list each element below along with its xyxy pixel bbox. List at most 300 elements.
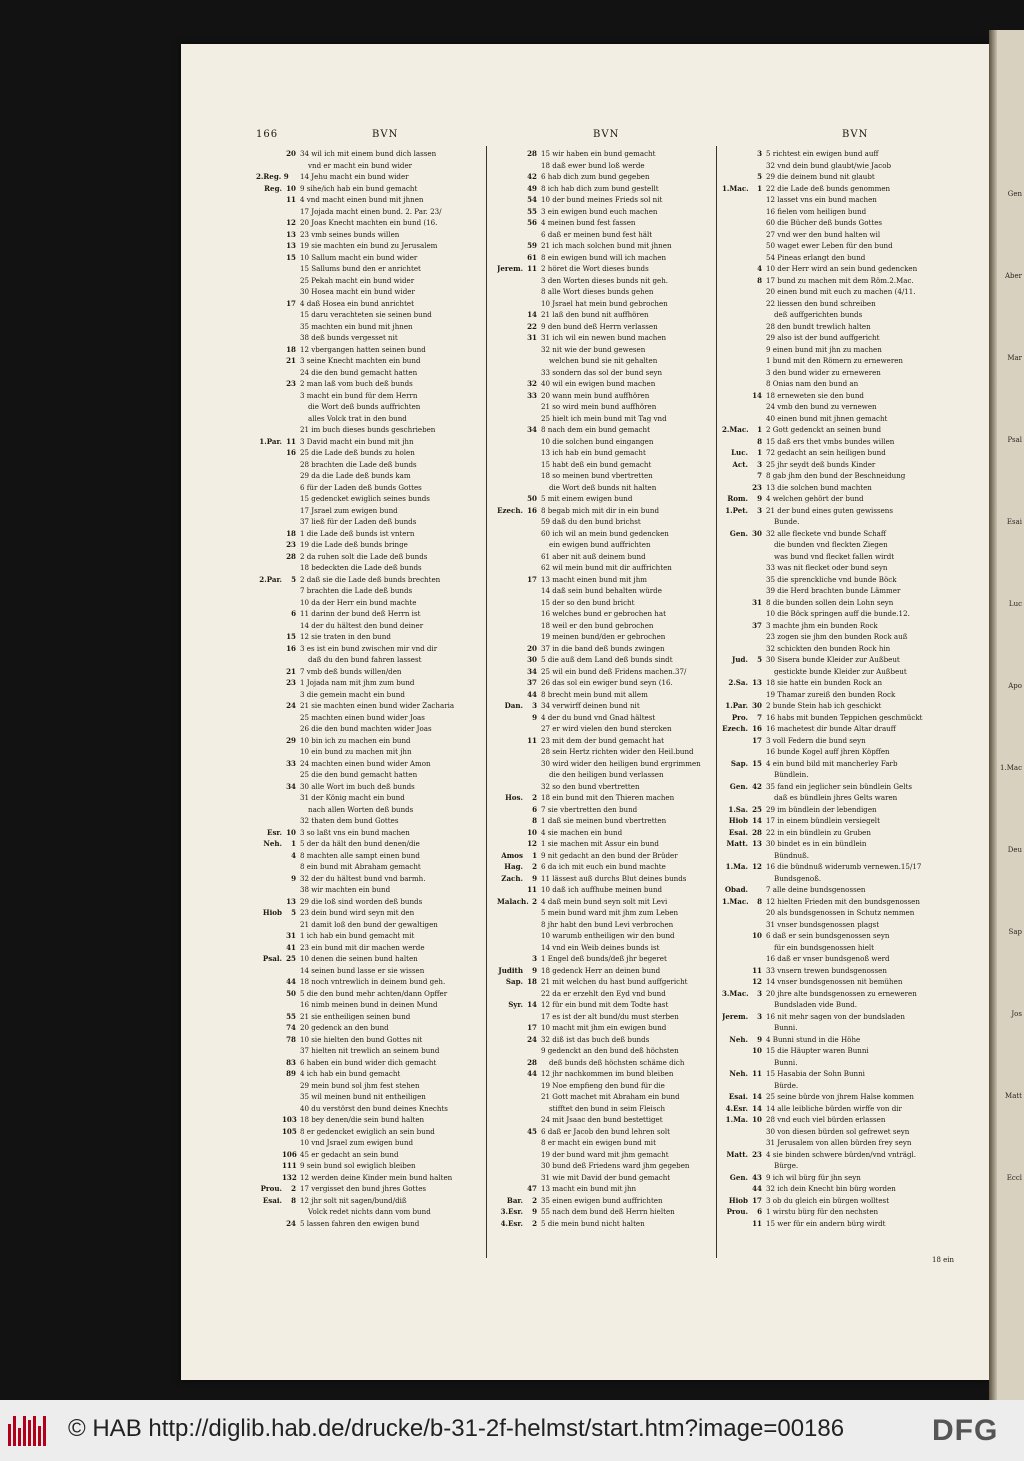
column-rule — [716, 146, 717, 1258]
index-entry — [256, 298, 488, 310]
index-entry — [497, 1080, 715, 1092]
chapter-number: 31 — [752, 597, 762, 607]
entry-text: 32 alle fleckete vnd bunde Schaff — [766, 528, 886, 538]
index-entry — [722, 643, 959, 655]
chapter-number: 3 — [532, 954, 537, 963]
entry-text: 24 vmb den bund zu vernewen — [766, 402, 877, 411]
entry-text: 33 sondern das sol der bund seyn — [541, 367, 663, 377]
chapter-number: 9 — [757, 1034, 762, 1044]
entry-text: 8 ich hab dich zum bund gestellt — [541, 183, 659, 193]
entry-text: die Wort deß bunds auffrichten — [308, 402, 421, 411]
index-entry — [256, 1114, 488, 1126]
entry-text: 6 daß er meinen bund fest hält — [541, 229, 653, 239]
book-reference: Hiob — [728, 816, 748, 825]
entry-text: 12 lasset vns ein bund machen — [766, 195, 877, 204]
index-entry — [256, 815, 488, 827]
book-reference: 3.Mac. — [722, 988, 749, 998]
chapter-number: 7 — [757, 471, 762, 480]
chapter-number: 9 — [532, 1207, 537, 1216]
index-entry — [256, 160, 488, 172]
chapter-number: 13 — [286, 241, 296, 250]
index-entry — [256, 401, 488, 413]
entry-text: 37 in die band deß bunds zwingen — [541, 643, 665, 653]
dfg-logo[interactable]: DFG — [932, 1414, 999, 1447]
index-entry — [256, 321, 488, 333]
entry-text: 4 ich hab ein bund gemacht — [300, 1069, 401, 1078]
index-entry — [497, 171, 715, 183]
chapter-number: 103 — [282, 1115, 297, 1124]
index-entry — [497, 229, 715, 241]
chapter-number: 5 — [757, 172, 762, 181]
index-entry — [722, 286, 959, 298]
chapter-number: 30 — [527, 655, 537, 664]
entry-text: 15 die Häupter waren Bunni — [766, 1046, 869, 1055]
index-entry — [497, 482, 715, 494]
index-entry — [722, 677, 959, 689]
index-entry — [497, 712, 715, 724]
index-entry — [256, 838, 488, 850]
index-entry — [256, 907, 488, 919]
chapter-number: 55 — [527, 206, 537, 216]
index-entry — [497, 206, 715, 218]
entry-text: 32 nit wie der bund gewesen — [541, 344, 646, 354]
index-entry — [256, 551, 488, 563]
entry-text: 3 die gemein macht ein bund — [300, 689, 405, 699]
entry-text: 31 der König macht ein bund — [300, 793, 405, 802]
index-entry — [722, 539, 959, 551]
index-entry — [722, 1034, 959, 1046]
index-entry — [497, 1160, 715, 1172]
index-entry — [722, 436, 959, 448]
chapter-number: 18 — [286, 528, 296, 538]
book-reference: Esai. — [728, 1092, 748, 1101]
book-reference: 1.Pet. — [725, 505, 748, 515]
index-entry — [256, 1160, 488, 1172]
index-entry — [497, 804, 715, 816]
index-entry — [722, 309, 959, 321]
index-entry — [497, 1195, 715, 1207]
entry-text: 22 da er erzehlt den Eyd vnd bund — [541, 988, 666, 998]
index-entry — [497, 769, 715, 781]
entry-text: 28 den bundt trewlich halten — [766, 321, 871, 331]
chapter-number: 42 — [752, 781, 762, 791]
index-entry — [722, 551, 959, 563]
entry-text: 8 ein ewigen bund will ich machen — [541, 252, 667, 262]
book-reference: Act. — [732, 459, 748, 469]
index-entry — [497, 390, 715, 402]
entry-text: 14 vnd ein Weib deines bunds ist — [541, 942, 660, 952]
book-reference: Gen. — [729, 781, 748, 791]
index-entry — [722, 804, 959, 816]
entry-text: 18 noch vntrewlich in deinem bund geh. — [300, 977, 446, 986]
chapter-number: 44 — [752, 1184, 762, 1193]
chapter-number: 6 — [757, 1207, 762, 1216]
entry-text: 26 die den bund machten wider Joas — [300, 724, 432, 733]
entry-text: 2 da ruhen solt die Lade deß bunds — [300, 551, 428, 561]
entry-text: 18 bey denen/die sein bund halten — [300, 1115, 425, 1124]
index-entry — [722, 401, 959, 413]
index-entry — [256, 171, 488, 183]
entry-text: 15 Hasabia der Sohn Bunni — [766, 1069, 865, 1078]
entry-text: 34 verwirff deinen bund nit — [541, 701, 640, 710]
entry-text: 15 daß ers thet vmbs bundes willen — [766, 436, 895, 446]
chapter-number: 9 — [532, 965, 537, 975]
index-entry — [256, 677, 488, 689]
chapter-number: 12 — [752, 862, 762, 871]
index-entry — [722, 229, 959, 241]
chapter-number: 14 — [752, 390, 762, 400]
entry-text: 10 denen die seinen bund halten — [300, 954, 418, 963]
index-entry — [256, 620, 488, 632]
index-entry — [497, 930, 715, 942]
index-entry — [256, 332, 488, 344]
index-entry — [722, 321, 959, 333]
index-entry — [497, 861, 715, 873]
index-entry — [722, 976, 959, 988]
index-entry — [497, 1206, 715, 1218]
entry-text: 29 im bündlein der lebendigen — [766, 804, 877, 814]
index-entry — [722, 298, 959, 310]
facing-page-text-fragment: Apo — [1008, 682, 1022, 690]
entry-text: 55 nach dem bund deß Herrn hielten — [541, 1207, 675, 1216]
chapter-number: 6 — [532, 804, 537, 814]
book-reference: Reg. — [264, 183, 282, 193]
index-entry — [497, 332, 715, 344]
entry-text: 16 habs mit bunden Teppichen geschmückt — [766, 712, 923, 722]
entry-text: deß bunds deß höchsten schäme dich — [549, 1057, 685, 1067]
book-reference: 2.Par. — [259, 574, 282, 584]
index-entry — [722, 758, 959, 770]
chapter-number: 1 — [291, 839, 296, 848]
index-entry — [497, 700, 715, 712]
index-entry — [497, 838, 715, 850]
index-entry — [722, 493, 959, 505]
entry-text: 21 mit welchen du hast bund auffgericht — [541, 977, 688, 986]
index-entry — [722, 953, 959, 965]
chapter-number: 14 — [527, 310, 537, 319]
chapter-number: 106 — [282, 1149, 297, 1159]
index-entry — [497, 528, 715, 540]
index-entry — [497, 309, 715, 321]
entry-text: 4 meinen bund fest fassen — [541, 218, 636, 227]
entry-text: 30 wird wider den heiligen bund ergrimmen — [541, 758, 701, 768]
facing-page-text-fragment: Eccl — [1006, 1174, 1022, 1182]
index-entry — [722, 907, 959, 919]
entry-text: 10 vnd Jsrael zum ewigen bund — [300, 1138, 414, 1147]
facing-page-text-fragment: Deu — [1007, 846, 1022, 854]
index-entry — [256, 1091, 488, 1103]
index-entry — [722, 1160, 959, 1172]
entry-text: 16 daß er vnser bundsgenoß werd — [766, 954, 890, 963]
index-entry — [497, 735, 715, 747]
entry-text: daß es bündlein jhres Gelts waren — [774, 793, 898, 802]
entry-text: 72 gedacht an sein heiligen bund — [766, 448, 886, 457]
entry-text: 13 ich hab ein bund gemacht — [541, 448, 646, 457]
book-reference: Ezech. — [722, 724, 748, 733]
entry-text: die Wort deß bunds nit halten — [549, 482, 657, 492]
index-entry — [497, 217, 715, 229]
index-entry — [256, 919, 488, 931]
entry-text: 10 sie hielten den bund Gottes nit — [300, 1034, 423, 1044]
entry-text: stifftet den bund in seim Fleisch — [549, 1103, 666, 1113]
entry-text: 39 die Herd brachten bunde Lämmer — [766, 586, 901, 595]
chapter-number: 111 — [282, 1161, 297, 1170]
entry-text: 22 in ein bündlein zu Gruben — [766, 827, 871, 837]
entry-text: daß du den bund fahren lassest — [308, 655, 422, 664]
chapter-number: 34 — [527, 666, 537, 676]
book-reference: Matt. — [726, 1149, 748, 1159]
book-reference: 1.Mac. — [722, 183, 749, 193]
entry-text: 3 ein ewigen bund euch machen — [541, 206, 658, 216]
book-reference: Dan. — [504, 701, 523, 710]
entry-text: 5 der da hält den bund denen/die — [300, 839, 420, 848]
entry-text: 3 ob du gleich ein bürgen wolltest — [766, 1195, 890, 1205]
entry-text: 1 die Lade deß bunds ist vntern — [300, 528, 415, 538]
index-entry — [497, 689, 715, 701]
entry-text: 23 vmb seines bunds willen — [300, 229, 400, 239]
entry-text: 34 wil ich mit einem bund dich lassen — [300, 149, 437, 158]
chapter-number: 83 — [286, 1057, 296, 1067]
entry-text: 10 die solchen bund eingangen — [541, 436, 654, 446]
index-entry — [722, 1206, 959, 1218]
book-reference: Sap. — [730, 758, 748, 768]
book-reference: 4.Esr. — [725, 1103, 748, 1113]
chapter-number: 4 — [757, 264, 762, 273]
entry-text: 40 du verstörst den bund deines Knechts — [300, 1103, 448, 1113]
index-entry — [497, 252, 715, 264]
index-entry — [256, 1149, 488, 1161]
entry-text: 19 die Lade deß bunds bringe — [300, 540, 408, 549]
copyright-link[interactable]: © HAB http://diglib.hab.de/drucke/b-31-2f-helmst/start.htm?image=00186 — [68, 1415, 845, 1442]
index-entry — [497, 344, 715, 356]
index-entry — [497, 551, 715, 563]
index-entry — [497, 850, 715, 862]
index-entry — [256, 367, 488, 379]
entry-text: 7 sie vbertretten den bund — [541, 804, 638, 814]
entry-text: 3 machte jhm ein bunden Rock — [766, 620, 878, 630]
chapter-number: 61 — [527, 252, 537, 262]
chapter-number: 11 — [286, 436, 296, 446]
entry-text: 25 wil ein bund deß Fridens machen.37/ — [541, 666, 687, 676]
index-entry — [256, 1126, 488, 1138]
chapter-number: 45 — [527, 1126, 537, 1136]
index-entry — [497, 367, 715, 379]
chapter-number: 44 — [527, 1069, 537, 1078]
index-entry — [256, 1022, 488, 1034]
entry-text: 5 die mein bund nicht halten — [541, 1218, 645, 1228]
entry-text: 10 der Herr wird an sein bund gedencken — [766, 264, 918, 273]
chapter-number: 17 — [527, 1023, 537, 1032]
book-reference: Hag. — [504, 862, 523, 871]
chapter-number: 43 — [752, 1172, 762, 1182]
chapter-number: 32 — [527, 379, 537, 388]
entry-text: 17 in einem bündlein versiegelt — [766, 816, 880, 825]
index-entry — [497, 240, 715, 252]
index-entry — [497, 355, 715, 367]
entry-text: 13 macht ein bund mit jhn — [541, 1184, 637, 1193]
index-entry — [722, 1218, 959, 1230]
index-entry — [722, 1057, 959, 1069]
index-entry — [497, 585, 715, 597]
index-entry — [722, 355, 959, 367]
index-entry — [256, 654, 488, 666]
index-entry — [256, 447, 488, 459]
chapter-number: 49 — [527, 183, 537, 193]
facing-page-text-fragment: Gen — [1007, 190, 1022, 198]
chapter-number: 14 — [527, 1000, 537, 1009]
chapter-number: 23 — [286, 540, 296, 549]
index-entry — [497, 1183, 715, 1195]
index-entry — [722, 390, 959, 402]
entry-text: 35 wil meinen bund nit entheiligen — [300, 1092, 426, 1101]
hab-logo-icon[interactable] — [8, 1414, 48, 1446]
chapter-number: 3 — [757, 505, 762, 515]
entry-text: 15 Sallums bund den er anrichtet — [300, 264, 421, 273]
entry-text: 31 ich wil ein newen bund machen — [541, 333, 667, 342]
index-entry — [256, 148, 488, 160]
chapter-number: 37 — [527, 678, 537, 687]
chapter-number: 14 — [752, 1092, 762, 1101]
index-entry — [497, 505, 715, 517]
chapter-number: 59 — [527, 241, 537, 250]
chapter-number: 16 — [286, 643, 296, 653]
index-entry — [497, 907, 715, 919]
entry-text: 10 macht mit jhm ein ewigen bund — [541, 1023, 667, 1032]
chapter-number: 44 — [527, 689, 537, 699]
index-entry — [256, 459, 488, 471]
book-reference: Esr. — [267, 827, 282, 837]
entry-text: vnd er macht ein bund wider — [308, 160, 413, 170]
index-entry — [256, 516, 488, 528]
index-entry — [256, 585, 488, 597]
index-entry — [722, 171, 959, 183]
chapter-number: 12 — [527, 839, 537, 848]
entry-text: 6 daß er sein bundsgenossen seyn — [766, 931, 890, 940]
index-entry — [722, 1011, 959, 1023]
book-reference: Obad. — [724, 885, 748, 894]
index-entry — [256, 666, 488, 678]
chapter-number: 15 — [286, 252, 296, 262]
entry-text: 11 darinn der bund deß Herrn ist — [300, 609, 421, 618]
entry-text: 4 Bunni stund in die Höhe — [766, 1034, 861, 1044]
index-entry — [722, 378, 959, 390]
entry-text: 25 machten einen bund wider Joas — [300, 712, 425, 722]
entry-text: die den heiligen bund verlassen — [549, 770, 664, 779]
index-entry — [497, 1057, 715, 1069]
index-entry — [722, 424, 959, 436]
chapter-number: 2 — [532, 896, 537, 906]
index-entry — [497, 160, 715, 172]
index-entry — [497, 815, 715, 827]
book-reference: 2.Sa. — [728, 678, 748, 687]
index-entry — [256, 229, 488, 241]
book-reference: Jerem. — [497, 264, 524, 273]
entry-text: 8 jhr habt den bund Levi verbrochen — [541, 919, 674, 929]
index-entry — [497, 919, 715, 931]
entry-text: 1 Engel deß bunds/deß jhr begeret — [541, 954, 667, 963]
index-entry — [497, 263, 715, 275]
entry-text: 11 lässest auß durchs Blut deines bunds — [541, 873, 687, 883]
index-entry — [256, 965, 488, 977]
chapter-number: 18 — [286, 344, 296, 354]
entry-text: 23 ein bund mit dir machen werde — [300, 942, 425, 952]
chapter-number: 8 — [291, 1195, 296, 1205]
entry-text: Bündnuß. — [774, 850, 810, 860]
entry-text: 10 Sallum macht ein bund wider — [300, 252, 418, 262]
book-reference: 1.Par. — [725, 701, 748, 710]
entry-text: 21 damit loß den bund der gewaltigen — [300, 919, 438, 929]
index-entry — [497, 275, 715, 287]
book-reference: Neh. — [729, 1069, 748, 1078]
index-column-2 — [497, 148, 715, 1229]
entry-text: 31 wie mit David der bund gemacht — [541, 1172, 671, 1182]
index-entry — [256, 723, 488, 735]
index-entry — [256, 482, 488, 494]
index-entry — [722, 850, 959, 862]
chapter-number: 21 — [286, 666, 296, 676]
book-reference: Gen. — [729, 528, 748, 538]
entry-text: 60 ich wil an mein bund gedencken — [541, 528, 669, 538]
entry-text: 30 bund deß Friedens ward jhm gegeben — [541, 1161, 690, 1170]
index-entry — [722, 585, 959, 597]
entry-text: 5 die den bund mehr achten/dann Opffer — [300, 988, 448, 998]
index-entry — [722, 263, 959, 275]
index-entry — [497, 792, 715, 804]
entry-text: 31 vnser bundsgenossen plagst — [766, 919, 880, 929]
entry-text: 14 alle leibliche bürden wirffe von dir — [766, 1103, 902, 1113]
index-entry — [256, 746, 488, 758]
entry-text: 17 vergisset den bund jhres Gottes — [300, 1184, 427, 1193]
entry-text: 29 mein bund sol jhm fest stehen — [300, 1080, 420, 1090]
index-entry — [256, 861, 488, 873]
index-entry — [497, 965, 715, 977]
entry-text: 12 jhr solt nit sagen/bund/diß — [300, 1195, 407, 1205]
entry-text: 21 laß den bund nit auffhören — [541, 310, 649, 319]
entry-text: 10 daß ich auffhube meinen bund — [541, 885, 663, 894]
book-reference: 3.Esr. — [500, 1207, 523, 1216]
index-entry — [722, 597, 959, 609]
facing-page-text-fragment: Esai — [1006, 518, 1022, 526]
book-reference: Esai. — [728, 827, 748, 837]
index-entry — [256, 884, 488, 896]
entry-text: Volck redet nichts dann vom bund — [308, 1207, 431, 1216]
index-entry — [722, 1137, 959, 1149]
chapter-number: 1 — [757, 183, 762, 193]
index-entry — [256, 735, 488, 747]
page-number: 166 — [256, 129, 279, 140]
index-entry — [722, 861, 959, 873]
entry-text: 6 hab dich zum bund gegeben — [541, 172, 650, 181]
chapter-number: 10 — [527, 827, 537, 837]
entry-text: 25 seine bürde von jhrem Halse kommen — [766, 1092, 914, 1101]
running-header-right: BVN — [842, 129, 869, 140]
chapter-number: 20 — [286, 149, 296, 158]
entry-text: 10 da der Herr ein bund machte — [300, 597, 417, 607]
facing-page-text-fragment: Luc — [1008, 600, 1022, 608]
chapter-number: 16 — [286, 448, 296, 457]
entry-text: 16 die bündnuß widerumb vernewen.15/17 — [766, 862, 922, 871]
entry-text: 8 ein bund mit Abraham gemacht — [300, 862, 421, 871]
index-entry — [722, 815, 959, 827]
entry-text: 26 das sol ein ewiger bund seyn (16. — [541, 678, 673, 687]
entry-text: 17 bund zu machen mit dem Röm.2.Mac. — [766, 275, 914, 285]
chapter-number: 1 — [757, 425, 762, 434]
entry-text: 15 habt deß ein bund gemacht — [541, 459, 652, 469]
entry-text: 10 der bund meines Frieds sol nit — [541, 195, 663, 204]
index-entry — [256, 827, 488, 839]
entry-text: 17 Jsrael zum ewigen bund — [300, 505, 398, 515]
index-entry — [497, 321, 715, 333]
